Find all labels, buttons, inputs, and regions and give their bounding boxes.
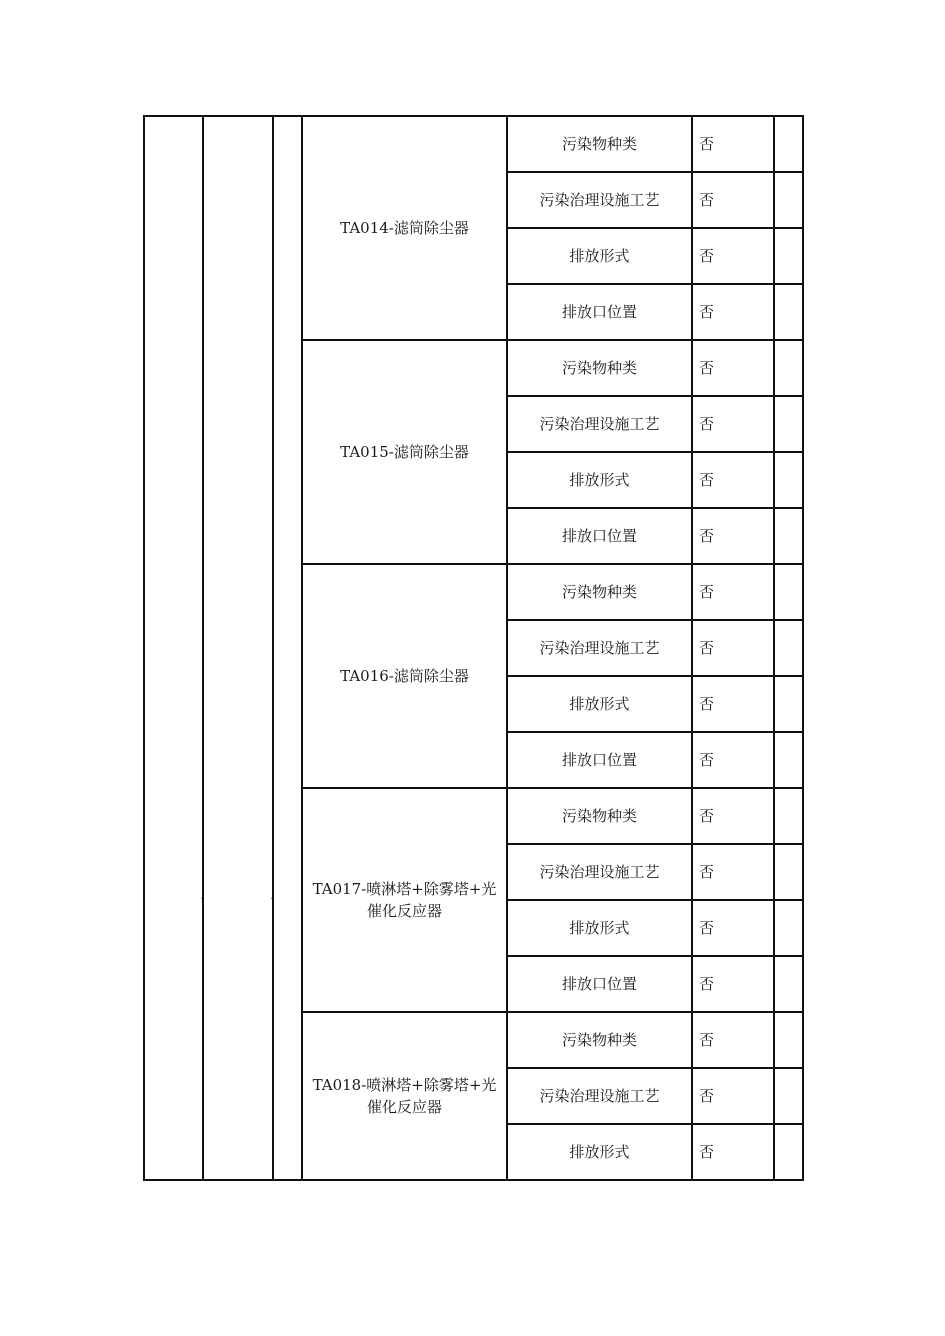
- remarks-cell: [774, 956, 803, 1012]
- remarks-cell: [774, 564, 803, 620]
- check-item: 污染治理设施工艺: [507, 1068, 692, 1124]
- check-item: 排放口位置: [507, 732, 692, 788]
- check-item: 排放口位置: [507, 956, 692, 1012]
- check-value: 否: [692, 844, 774, 900]
- check-value: 否: [692, 228, 774, 284]
- check-value: 否: [692, 1068, 774, 1124]
- remarks-cell: [774, 788, 803, 844]
- table-row: [144, 116, 803, 172]
- check-item: 污染治理设施工艺: [507, 396, 692, 452]
- facility-name: TA015-滤筒除尘器: [302, 340, 507, 564]
- check-value: 否: [692, 564, 774, 620]
- remarks-cell: [774, 1012, 803, 1068]
- check-item: 污染治理设施工艺: [507, 844, 692, 900]
- check-item: 污染物种类: [507, 1012, 692, 1068]
- pollution-facility-table: [143, 115, 804, 1181]
- remarks-cell: [774, 508, 803, 564]
- check-value: 否: [692, 116, 774, 172]
- check-item: 污染物种类: [507, 340, 692, 396]
- facility-name: TA016-滤筒除尘器: [302, 564, 507, 788]
- check-item: 排放口位置: [507, 284, 692, 340]
- remarks-cell: [774, 228, 803, 284]
- merged-empty-col3: [273, 116, 302, 1180]
- check-item: 排放形式: [507, 900, 692, 956]
- check-item: 污染治理设施工艺: [507, 172, 692, 228]
- check-value: 否: [692, 340, 774, 396]
- facility-name: TA018-喷淋塔+除雾塔+光催化反应器: [302, 1012, 507, 1180]
- facility-name: TA017-喷淋塔+除雾塔+光催化反应器: [302, 788, 507, 1012]
- check-value: 否: [692, 676, 774, 732]
- remarks-cell: [774, 396, 803, 452]
- remarks-cell: [774, 1124, 803, 1180]
- check-value: 否: [692, 284, 774, 340]
- remarks-cell: [774, 844, 803, 900]
- check-item: 排放形式: [507, 452, 692, 508]
- check-value: 否: [692, 396, 774, 452]
- remarks-cell: [774, 340, 803, 396]
- facility-name: TA014-滤筒除尘器: [302, 116, 507, 340]
- remarks-cell: [774, 732, 803, 788]
- check-value: 否: [692, 732, 774, 788]
- remarks-cell: [774, 452, 803, 508]
- merged-empty-col2: [203, 116, 273, 1180]
- remarks-cell: [774, 620, 803, 676]
- remarks-cell: [774, 284, 803, 340]
- check-value: 否: [692, 956, 774, 1012]
- check-item: 污染物种类: [507, 788, 692, 844]
- merged-empty-col1: [144, 116, 203, 1180]
- remarks-cell: [774, 172, 803, 228]
- check-item: 污染治理设施工艺: [507, 620, 692, 676]
- check-item: 排放形式: [507, 676, 692, 732]
- check-item: 排放形式: [507, 1124, 692, 1180]
- remarks-cell: [774, 116, 803, 172]
- check-item: 排放口位置: [507, 508, 692, 564]
- check-value: 否: [692, 452, 774, 508]
- check-value: 否: [692, 900, 774, 956]
- check-item: 污染物种类: [507, 564, 692, 620]
- check-value: 否: [692, 172, 774, 228]
- remarks-cell: [774, 676, 803, 732]
- check-item: 排放形式: [507, 228, 692, 284]
- check-value: 否: [692, 508, 774, 564]
- check-value: 否: [692, 1124, 774, 1180]
- check-value: 否: [692, 1012, 774, 1068]
- column-divider-mark: [271, 898, 272, 899]
- column-divider-mark: [201, 898, 202, 899]
- remarks-cell: [774, 900, 803, 956]
- check-item: 污染物种类: [507, 116, 692, 172]
- check-value: 否: [692, 620, 774, 676]
- table-body: [144, 116, 803, 1180]
- check-value: 否: [692, 788, 774, 844]
- remarks-cell: [774, 1068, 803, 1124]
